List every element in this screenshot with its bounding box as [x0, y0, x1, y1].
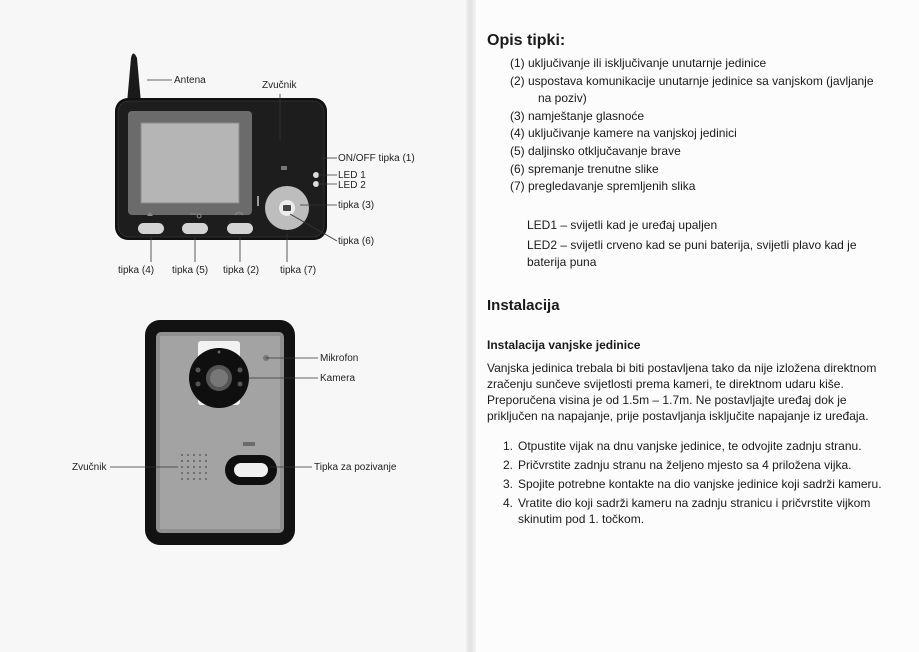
- key4-label: tipka (4): [118, 265, 155, 276]
- camera-icon: [283, 205, 291, 211]
- key5-label: tipka (5): [172, 265, 209, 276]
- key-item: (3) namještanje glasnoće: [510, 108, 645, 123]
- step-text: Spojite potrebne kontakte na dio vanjske jedinice koji sadrži kameru.: [518, 477, 882, 491]
- step-number: 4.: [503, 496, 514, 510]
- key-item: (5) daljinsko otključavanje brave: [510, 143, 681, 158]
- key3-label: tipka (3): [338, 200, 375, 211]
- call-button-label: Tipka za pozivanje: [314, 462, 397, 473]
- step-text: Vratite dio koji sadrži kameru na zadnju stranicu i pričvrstite vijkom skinutim pod 1. točkom.: [518, 496, 871, 526]
- key-item: (2) uspostava komunikacije unutarnje jedinice sa vanjskom (javljanje na poziv): [510, 73, 874, 106]
- monitor-button-4: [138, 223, 164, 234]
- led1-label: LED 1: [338, 170, 366, 181]
- key-description-title: Opis tipki:: [487, 32, 566, 49]
- key-item: (1) uključivanje ili isključivanje unutarnje jedinice: [510, 56, 767, 70]
- installation-steps: [487, 438, 887, 530]
- led2-description: LED2 – svijetli crveno kad se puni baterija, svijetli plavo kad je baterija puna: [527, 238, 857, 269]
- installation-step: [487, 457, 887, 473]
- key7-label: tipka (7): [280, 265, 317, 276]
- step-number: 3.: [503, 477, 514, 491]
- monitor-button-5: [182, 223, 208, 234]
- step-number: 2.: [503, 458, 514, 472]
- led-description: [527, 217, 897, 274]
- installation-subtitle: Instalacija vanjske jedinice: [487, 338, 641, 352]
- outdoor-unit-diagram: [110, 320, 318, 545]
- antenna-shape: [127, 54, 141, 104]
- key2-label: tipka (2): [223, 265, 260, 276]
- call-button: [234, 463, 268, 477]
- key-item: (6) spremanje trenutne slike: [510, 161, 659, 176]
- step-text: Otpustite vijak na dnu vanjske jedinice, te odvojite zadnju stranu.: [518, 439, 862, 453]
- monitor-screen: [141, 123, 239, 203]
- installation-step: [487, 495, 887, 527]
- antenna-label: Antena: [174, 75, 206, 86]
- step-text: Pričvrstite zadnju stranu na željeno mjesto sa 4 priložena vijka.: [518, 458, 852, 472]
- installation-title: Instalacija: [487, 297, 560, 314]
- key-description-list: [510, 55, 890, 196]
- key-item: (7) pregledavanje spremljenih slika: [510, 179, 696, 194]
- installation-step: [487, 438, 887, 454]
- led1-description: LED1 – svijetli kad je uređaj upaljen: [527, 218, 718, 232]
- step-number: 1.: [503, 439, 514, 453]
- indoor-monitor-diagram: [115, 54, 337, 263]
- microphone-label: Mikrofon: [320, 353, 359, 364]
- installation-step: [487, 476, 887, 492]
- key-item: (4) uključivanje kamere na vanjskoj jedinici: [510, 126, 737, 141]
- led2-label: LED 2: [338, 180, 366, 191]
- monitor-button-2: [227, 223, 253, 234]
- speaker-outdoor-label: Zvučnik: [72, 462, 107, 473]
- camera-label: Kamera: [320, 373, 356, 384]
- installation-intro: Vanjska jedinica trebala bi biti postavljena tako da nije izložena direktnom zračenju sunčeve svijetlosti prema kameri, te direktnom udaru kiše. Preporučena visina je od 1.5m – 1.7m. Ne postavljajte uređaj dok je priključen na napajanje, prije postavljanja isključite napajanje iz uređaja.: [487, 361, 877, 423]
- key6-label: tipka (6): [338, 236, 375, 247]
- onoff-label: ON/OFF tipka (1): [338, 153, 415, 164]
- speaker-top-label: Zvučnik: [262, 80, 297, 91]
